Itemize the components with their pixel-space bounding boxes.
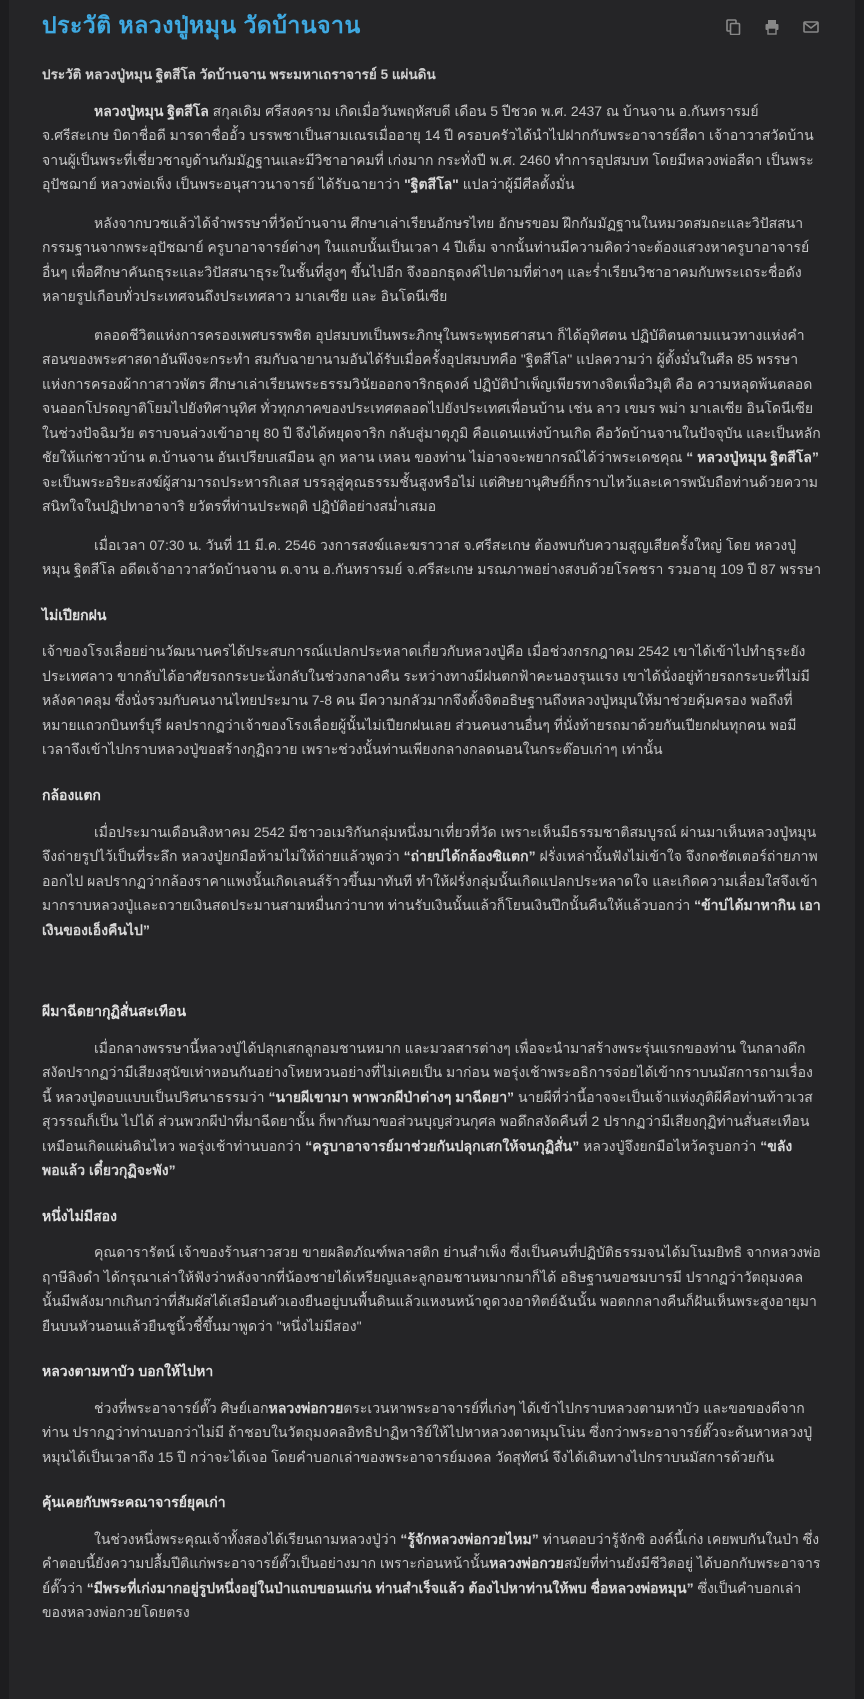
body-text: หลังจากบวชแล้วได้จำพรรษาที่วัดบ้านจาน ศึกษาเล่าเรียนอักษรไทย อักษรขอม ฝึกกัมมัฏฐานในหมวดสมถะและวิปัสสนากรรมฐานจากพระอุปัชฌาย์ ครูบาอาจารย์ต่างๆ ในแถบนั้นเป็นเวลา 4 ปีเต็ม จากนั้นท่านมีความคิดว่าจะต้องแสวงหาครูบาอาจารย์อื่นๆ เพื่อศึกษาคันถธุระและวิปัสสนาธุระในชั้นที่สูงๆ ขึ้นไปอีก จึงออกธุดงค์ไปตามที่ต่างๆ และร่ำเรียนวิชาอาคมกับพระเถระชื่อดังหลายรูปเกือบทั่วประเทศจนถึงประเทศลาว มาเลเซีย และ อินโดนีเซีย (42, 214, 810, 305)
bold-text: “ข้าบ่ได้มาหากิน เอาเงินของเอ็งคืนไป” (42, 897, 821, 938)
bold-text: “ขลังพอแล้ว เดี๋ยวกุฏิจะพัง” (42, 1137, 793, 1179)
section-heading: หนึ่งไม่มีสอง (42, 1207, 117, 1224)
section-heading: หลวงตามหาบัว บอกให้ไปหา (42, 1363, 214, 1380)
body-text: คุณดารารัตน์ เจ้าของร้านสาวสวย ขายผลิตภัณฑ์พลาสติก ย่านสำเพ็ง ซึ่งเป็นคนที่ปฏิบัติธรรมจนได้มโนมยิทธิ จากหลวงพ่อฤาษีลิงดำ ได้กรุณาเล่าให้ฟังว่าหลังจากที่น้องชายได้เหรียญและลูกอมชานหมากมาก็ได้ อธิษฐานขอชมบารมี ปรากฏว่าวัตถุมงคลนั้นมีพลังมากเกินกว่าที่สัมผัสได้เสมือนตัวเองยืนอยู่บนพื้นดินแล้วแหงนหน้าดูดวงอาทิตย์ฉันนั้น พอตกกลางคืนก็ฝันเห็นพระสูงอายุมายืนบนหัวนอนแล้วยืนชูนิ้วชี้ขึ้นมาพูดว่า "หนึ่งไม่มีสอง" (42, 1244, 821, 1334)
page-header (42, 6, 822, 41)
section-heading: กล้องแตก (42, 786, 101, 803)
body-text: เมื่อกลางพรรษานี้หลวงปู่ได้ปลุกเสกลูกอมชานหมาก และมวลสารต่างๆ เพื่อจะนำมาสร้างพระรุ่นแรกของท่าน ในกลางดึกสงัดปรากฏว่ามีเสียงสุนัขเห่าหอนกันอย่างโหยหวนอย่างที่ไม่เคยเป็น มาก่อน พอรุ่งเช้าพระอธิการจ่อยได้เข้ากราบนมัสการถามเรื่องนี้ หลวงปู่ตอบแบบเป็นปริศนาธรรมว่า (42, 1039, 813, 1105)
body-text: เมื่อเวลา 07:30 น. วันที่ 11 มี.ค. 2546 วงการสงฆ์และฆราวาส จ.ศรีสะเกษ ต้องพบกับความสูญเสียครั้งใหญ่ โดย หลวงปู่หมุน ฐิตสีโล อดีตเจ้าอาวาสวัดบ้านจาน ต.จาน อ.กันทรารมย์ จ.ศรีสะเกษ มรณภาพอย่างสงบด้วยโรคชรา รวมอายุ 109 ปี 87 พรรษา (42, 536, 822, 578)
body-text: ซึ่งเป็นคำบอกเล่าของหลวงพ่อกวยโดยตรง (42, 1579, 802, 1621)
email-icon[interactable] (803, 19, 819, 35)
body-text: หลวงปู่จึงยกมือไหว้ครูบอกว่า (579, 1137, 761, 1154)
body-text: เมื่อประมานเดือนสิงหาคม 2542 มีชาวอเมริกันกลุ่มหนึ่งมาเที่ยวที่วัด เพราะเห็นมีธรรมชาติสมบูรณ์ ผ่านมาเห็นหลวงปู่หมุน จึงถ่ายรูปไว้เป็นที่ระลึก หลวงปู่ยกมือห้ามไม่ให้ถ่ายแล้วพูดว่า (42, 823, 817, 865)
article-body (42, 99, 822, 1625)
bold-text: “มีพระที่เก่งมากอยู่รูปหนึ่งอยู่ในป่าแถบขอนแก่น ท่านสำเร็จแล้ว ต้องไปหาท่านให้พบ ชื่อหลวงพ่อหมุน” (86, 1579, 694, 1596)
body-text: แปลว่าผู้มีศีลตั้งมั่น (458, 176, 575, 193)
bold-text: “นายผีเขามา พาพวกผีป่าต่างๆ มาฉีดยา” (268, 1088, 515, 1105)
paragraph (42, 99, 822, 197)
body-text: นายผีที่ว่านี้อาจจะเป็นเจ้าแห่งภูติผีคือท่านท้าวเวสสุวรรณก็เป็น ไปได้ ส่วนพวกผีป่าที่มาฉีดยานั้น ก็พากันมาขอส่วนบุญส่วนกุศล พอดึกสงัดคืนที่ 2 ปรากฏว่ามีเสียงกุฏิท่านสั่นสะเทือนเหมือนเกิดแผ่นดินไหว พอรุ่งเช้าท่านบอกว่า (42, 1088, 813, 1154)
body-text: ในช่วงหนึ่งพระคุณเจ้าทั้งสองได้เรียนถามหลวงปู่ว่า (94, 1530, 401, 1547)
section-heading: ไม่เปียกฝน (42, 606, 107, 623)
bold-text: "ฐิตสีโล" (404, 176, 459, 193)
article-subtitle: ประวัติ หลวงปู่หมุน ฐิตสีโล วัดบ้านจาน พระมหาเถราจารย์ 5 แผ่นดิน (42, 66, 436, 82)
body-text: ตลอดชีวิตแห่งการครองเพศบรรพชิต อุปสมบทเป็นพระภิกษุในพระพุทธศาสนา ก็ได้อุทิศตน ปฏิบัติตนตามแนวทางแห่งคำสอนของพระศาสดาอันพึงจะกระทำ สมกับฉายานามอันได้รับเมื่อครั้งอุปสมบทคือ "ฐิตสีโล" แปลความว่า ผู้ตั้งมั่นในศีล 85 พรรษาแห่งการครองผ้ากาสาวพัตร ศึกษาเล่าเรียนพระธรรมวินัยออกจาริกธุดงค์ ปฏิบัติบำเพ็ญเพียรทางจิตเพื่อวิมุติ คือ ความหลุดพ้นตลอดจนออกโปรดญาติโยมไปยังทิศานุทิศ ทั่วทุกภาคของประเทศตลอดไปยังประเทศเพื่อนบ้าน เช่น ลาว เขมร พม่า มาเลเซีย อินโดนีเซีย ในช่วงปัจฉิมวัย ตราบจนล่วงเข้าอายุ 80 ปี จึงได้หยุดจาริก กลับสู่มาตุภูมิ คือแดนแห่งบ้านเกิด คือวัดบ้านจานในปัจจุบัน และเป็นหลักชัยให้แก่ชาวบ้าน ต.บ้านจาน อันเปรียบเสมือน ลูก หลาน เหลน ของท่าน ไม่อาจจะพยากรณ์ได้ว่าพระเดชคุณ (42, 326, 821, 466)
bold-text: “ครูบาอาจารย์มาช่วยกันปลุกเสกให้จนกุฏิสั่น” (305, 1137, 580, 1154)
paragraph (42, 1396, 822, 1470)
body-text: ท่านตอบว่ารู้จักซิ องค์นี้เก่ง เคยพบกันในป่า ซึ่งคำตอบนี้ยังความปลื้มปีติแก่พระอาจารย์ตั๊วเป็นอย่างมาก เพราะก่อนหน้านั้น (42, 1530, 820, 1572)
paragraph (42, 323, 822, 519)
print-icon[interactable] (764, 19, 780, 35)
paragraph (42, 639, 822, 762)
bold-text: หลวงพ่อกวย (268, 1399, 344, 1416)
body-text: ฝรั่งเหล่านั้นฟังไม่เข้าใจ จึงกดชัตเตอร์ถ่ายภาพออกไป ผลปรากฏว่ากล้องราคาแพงนั้นเกิดเลนส์ร้าวขึ้นมาทันที ทำให้ฝรั่งกลุ่มนั้นเกิดแปลกประหลาดใจ และเกิดความเลื่อมใสจึงเข้ามากราบหลวงปู่และถวายเงินสดประมานสามหมื่นกว่าบาท ท่านรับเงินนั้นแล้วก็โยนเงินปึกนั้นคืนให้แล้วบอกว่า (42, 848, 818, 914)
paragraph (42, 211, 822, 309)
bold-text: “ หลวงปู่หมุน ฐิตสีโล” (686, 449, 819, 466)
paragraph (42, 820, 822, 943)
article-page (9, 0, 855, 1699)
body-text: ตระเวนหาพระอาจารย์ที่เก่งๆ ได้เข้าไปกราบหลวงตามหาบัว และขอของดีจากท่าน ปรากฏว่าท่านบอกว่าไม่มี ถ้าชอบในวัตถุมงคลอิทธิปาฏิหาริย์ให้ไปหาหลวงตาหมุนโน่น ซึ่งกว่าพระอาจารย์ตั๊วจะค้นหาหลวงปู่หมุนได้เป็นเวลาถึง 15 ปี กว่าจะได้เจอ โดยคำบอกเล่าของพระอาจารย์มงคล วัดสุทัศน์ จึงได้เดินทางไปกราบนมัสการด้วยกัน (42, 1399, 813, 1465)
bold-text: หลวงปู่หมุน ฐิตสีโล (94, 102, 209, 119)
paragraph (42, 1036, 822, 1183)
toolbar (725, 11, 822, 35)
bold-text: หลวงพ่อกวย (489, 1555, 564, 1572)
body-text: สมัยที่ท่านยังมีชีวิตอยู่ ได้บอกกับพระอาจารย์ตั๊วว่า (42, 1555, 821, 1596)
section-heading: ผีมาฉีดยากุฏิสั่นสะเทือน (42, 1003, 187, 1020)
body-text: ช่วงที่พระอาจารย์ตั๊ว ศิษย์เอก (94, 1399, 269, 1416)
body-text: จะเป็นพระอริยะสงฆ์ผู้สามารถประหารกิเลส บรรลุสู่คุณธรรมชั้นสูงหรือไม่ แต่ศิษยานุศิษย์ก็กราบไหว้และเคารพนับถือท่านด้วยความสนิทใจในปฏิปทาอาจาริ ยวัตรที่ท่านประพฤติ ปฏิบัติอย่างสม่ำเสมอ (42, 473, 819, 515)
body-text: เจ้าของโรงเลื่อยย่านวัฒนานครได้ประสบการณ์แปลกประหลาดเกี่ยวกับหลวงปู่คือ เมื่อช่วงกรกฎาคม 2542 เขาได้เข้าไปทำธุระยังประเทศลาว ขากลับได้อาศัยรถกระบะนั่งกลับในช่วงกลางคืน ระหว่างทางมีฝนตกฟ้าคะนองรุนแรง เขาได้นั่งอยู่ท้ายรถกระบะที่ไม่มีหลังคาคลุม ซึ่งนั่งรวมกับคนงานไทยประมาน 7-8 คน มีความกลัวมากจึงตั้งจิตอธิษฐานถึงหลวงปู่หมุนให้มาช่วยคุ้มครอง พอถึงที่หมายแถวกบินทร์บุรี ผลปรากฏว่าเจ้าของโรงเลื่อยผู้นั้นไม่เปียกฝนเลย ส่วนคนงานอื่นๆ ที่นั่งท้ายรถมาด้วยกันเปียกฝนทุกคน พอมีเวลาจึงเข้าไปกราบหลวงปู่ขอสร้างกุฏิถวาย เพราะช่วงนั้นท่านเพียงกลางกลดนอนในกระต๊อบเก่าๆ เท่านั้น (42, 643, 810, 758)
section-heading: คุ้นเคยกับพระคณาจารย์ยุคเก่า (42, 1494, 226, 1511)
page-title: ประวัติ หลวงปู่หมุน วัดบ้านจาน (42, 12, 361, 38)
bold-text: “รู้จักหลวงพ่อกวยไหม” (400, 1530, 539, 1547)
paragraph (42, 533, 822, 582)
bold-text: “ถ่ายบ่ได้กล้องซิแตก” (403, 848, 536, 865)
copy-icon[interactable] (725, 19, 741, 35)
body-text: สกุลเดิม ศรีสงคราม เกิดเมื่อวันพฤหัสบดี เดือน 5 ปีชวด พ.ศ. 2437 ณ บ้านจาน อ.กันทรารมย์ จ.ศรีสะเกษ บิดาชื่อดี มารดาชื่ออั้ว บรรพชาเป็นสามเณรเมื่ออายุ 14 ปี ครอบครัวได้นำไปฝากกับพระอาจารย์สีดา เจ้าอาวาสวัดบ้านจานผู้เป็นพระที่เชี่ยวชาญด้านกัมมัฏฐานและมีวิชาอาคมที่ เก่งมาก กระทั่งปี พ.ศ. 2460 ทำการอุปสมบท โดยมีหลวงพ่อสีดา เป็นพระอุปัชฌาย์ หลวงพ่อเพ็ง เป็นพระอนุสาวนาจารย์ ได้รับฉายาว่า (42, 102, 814, 193)
paragraph (42, 1240, 822, 1338)
paragraph (42, 1527, 822, 1625)
